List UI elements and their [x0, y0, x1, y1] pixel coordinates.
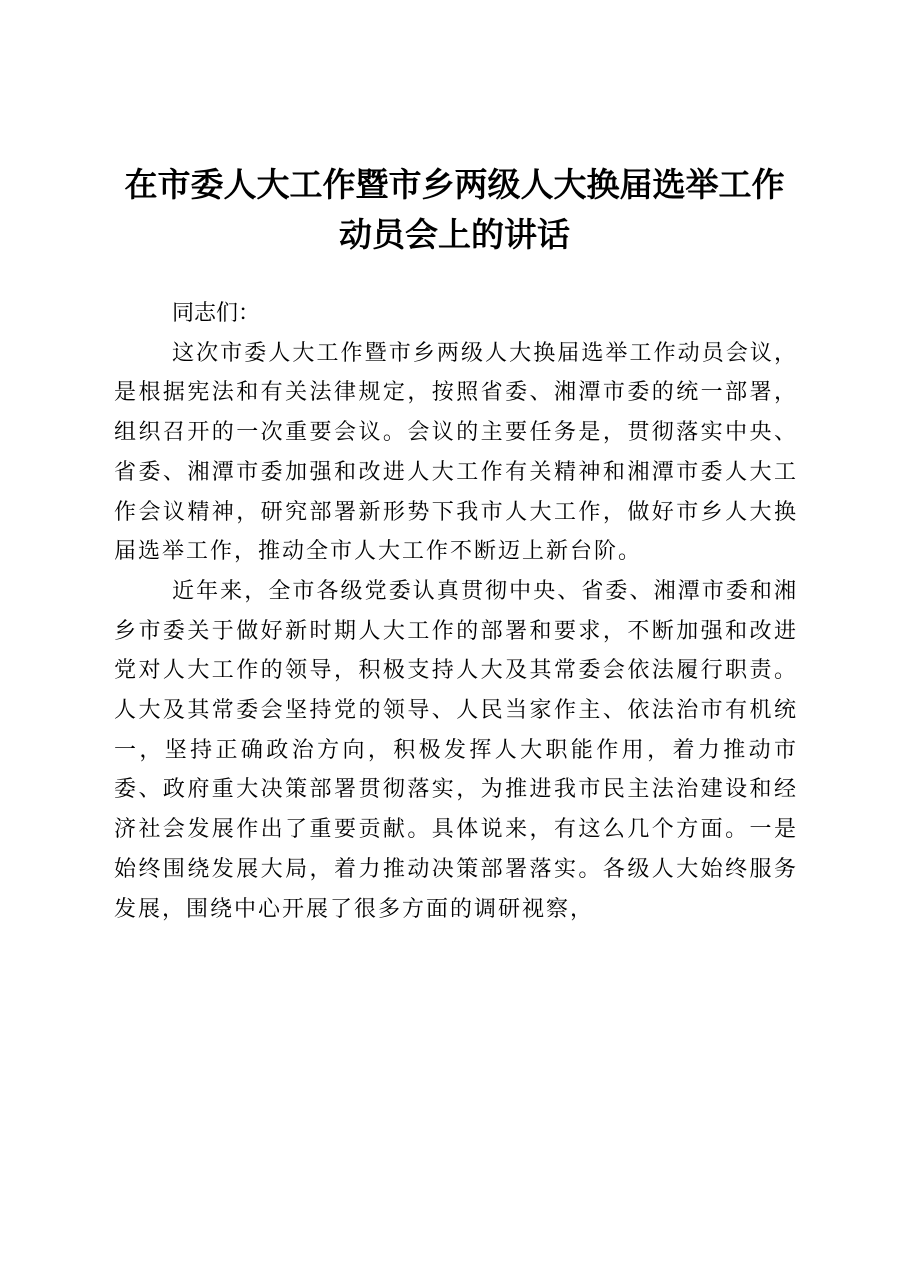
title-line-2: 动员会上的讲话: [339, 215, 570, 254]
document-body: [114, 294, 798, 929]
paragraph-2: 近年来，全市各级党委认真贯彻中央、省委、湘潭市委和湘乡市委关于做好新时期人大工作的部署和要求，不断加强和改进党对人大工作的领导，积极支持人大及其常委会依法履行职责。人大及其常委会坚持党的领导、人民当家作主、依法治市有机统一，坚持正确政治方向，积极发挥人大职能作用，着力推动市委、政府重大决策部署贯彻落实，为推进我市民主法治建设和经济社会发展作出了重要贡献。具体说来，有这么几个方面。一是始终围绕发展大局，着力推动决策部署落实。各级人大始终服务发展，围绕中心开展了很多方面的调研视察，: [114, 578, 798, 922]
document-title: [100, 160, 809, 260]
title-line-1: 在市委人大工作暨市乡两级人大换届选举工作: [124, 165, 785, 204]
paragraph-1: 这次市委人大工作暨市乡两级人大换届选举工作动员会议，是根据宪法和有关法律规定，按照省委、湘潭市委的统一部署，组织召开的一次重要会议。会议的主要任务是，贯彻落实中央、省委、湘潭市委加强和改进人大工作有关精神和湘潭市委人大工作会议精神，研究部署新形势下我市人大工作，做好市乡人大换届选举工作，推动全市人大工作不断迈上新台阶。: [114, 340, 798, 565]
salutation: 同志们：: [172, 301, 261, 326]
